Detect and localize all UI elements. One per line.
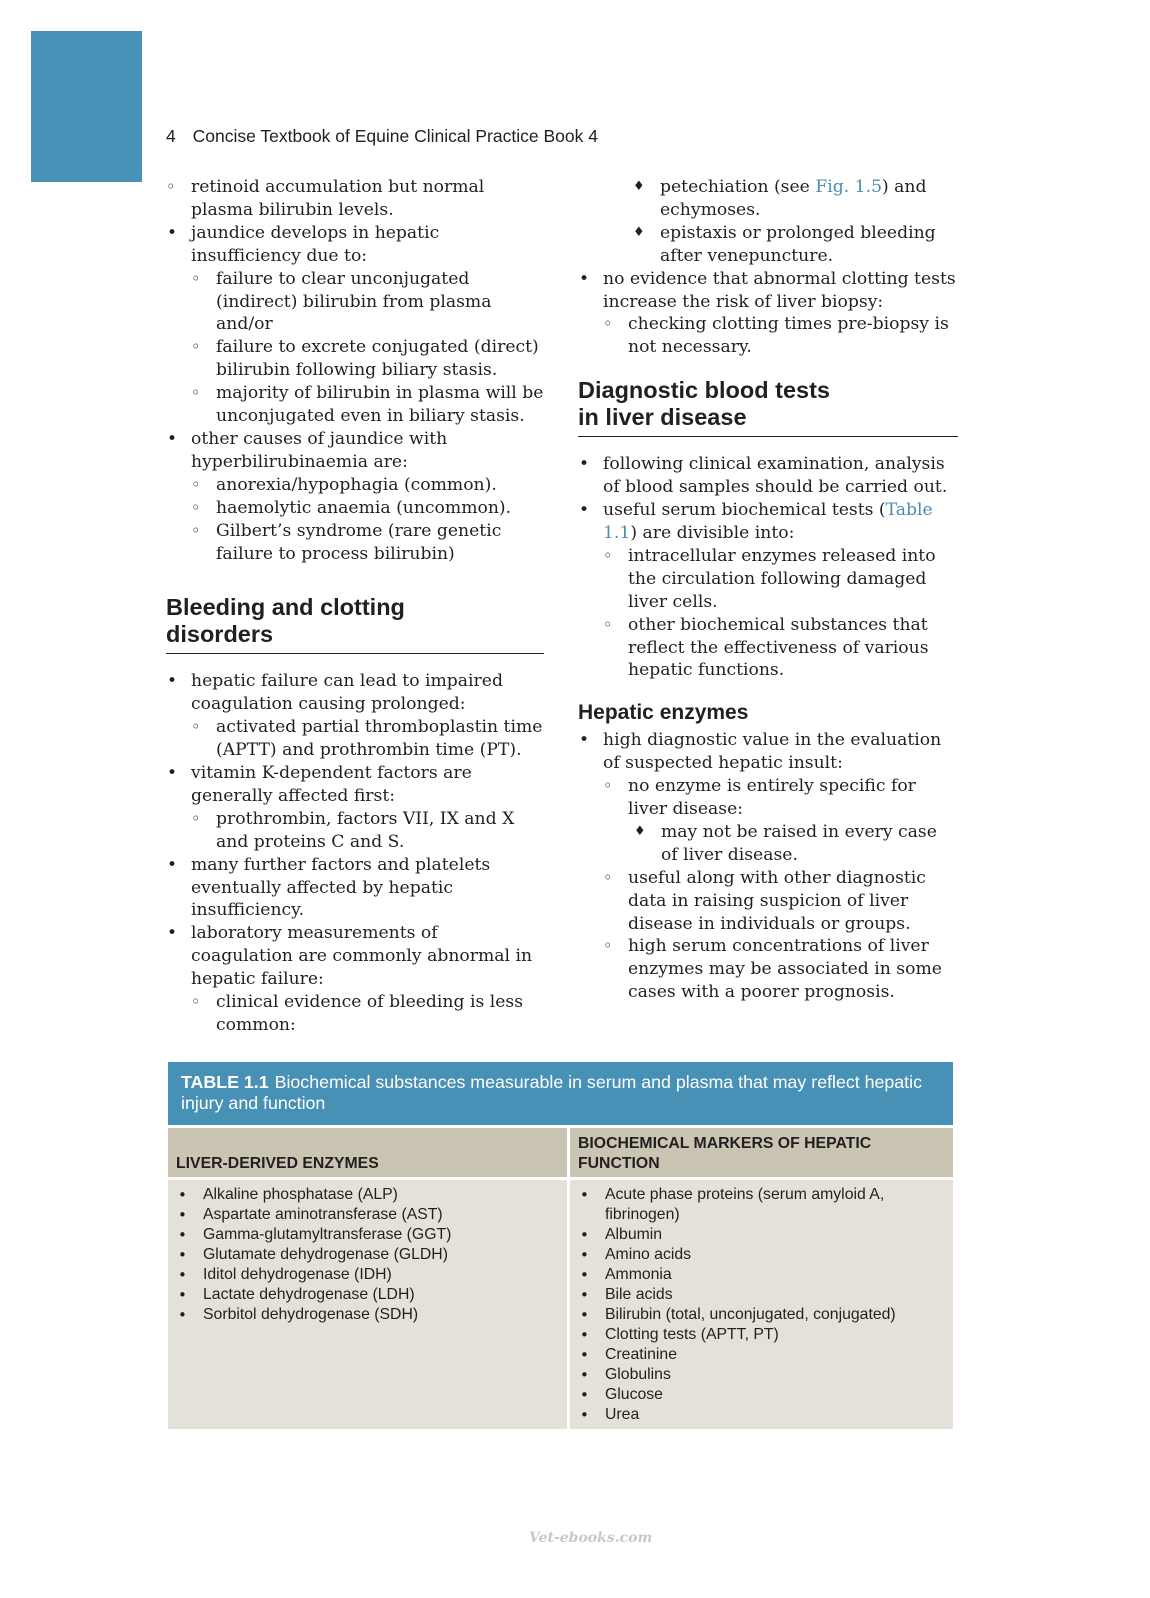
list-item: ♦ may not be raised in every case of liver disease.	[632, 821, 958, 867]
left-column	[166, 176, 544, 1037]
list-item: ◦ haemolytic anaemia (uncommon).	[191, 497, 544, 520]
list-item: • many further factors and platelets eventually affected by hepatic insufficiency.	[166, 854, 544, 923]
table-row: • Ammonia	[578, 1265, 945, 1285]
list-item: • laboratory measurements of coagulation are commonly abnormal in hepatic failure: ◦ clinical evidence of bleeding is less common:	[166, 922, 544, 1037]
page-number: 4	[166, 126, 176, 146]
table-row: • Lactate dehydrogenase (LDH)	[176, 1285, 559, 1305]
running-header	[166, 126, 598, 147]
table-row: • Aspartate aminotransferase (AST)	[176, 1205, 559, 1225]
bleeding-list	[166, 670, 544, 1037]
diagnostic-list	[578, 453, 958, 682]
list-item: ◦ clinical evidence of bleeding is less common:	[191, 991, 544, 1037]
table-body-markers	[570, 1180, 953, 1429]
list-item: ◦ retinoid accumulation but normal plasma bilirubin levels.	[166, 176, 544, 222]
table-row: • Gamma-glutamyltransferase (GGT)	[176, 1225, 559, 1245]
table-column-enzymes	[168, 1128, 567, 1429]
list-item: ◦ intracellular enzymes released into the circulation following damaged liver cells.	[603, 545, 958, 614]
table-row: • Amino acids	[578, 1245, 945, 1265]
list-item: ◦ high serum concentrations of liver enzymes may be associated in some cases with a poorer prognosis.	[603, 935, 958, 1004]
table-row: • Globulins	[578, 1365, 945, 1385]
list-item: ◦ Gilbert’s syndrome (rare genetic failure to process bilirubin)	[191, 520, 544, 566]
table-1-1	[168, 1062, 953, 1429]
list-item: ◦ activated partial thromboplastin time (APTT) and prothrombin time (PT).	[191, 716, 544, 762]
section-heading-diagnostic: Diagnostic blood tests in liver disease	[578, 377, 958, 437]
chapter-tab-block	[31, 31, 142, 182]
watermark-logo: Vet-ebooks.com	[529, 1530, 653, 1546]
biopsy-list	[578, 268, 958, 360]
list-item: ◦ other biochemical substances that reflect the effectiveness of various hepatic functions.	[603, 614, 958, 683]
list-item: • jaundice develops in hepatic insufficiency due to: ◦ failure to clear unconjugated (indirect) bilirubin from plasma and/or ◦ failure to excrete conjugated (direct) bilirubin following biliary stasis. ◦ majority of bilirubin in plasma will be unconjugated even in biliary stasis.	[166, 222, 544, 428]
list-item: • other causes of jaundice with hyperbilirubinaemia are: ◦ anorexia/hypophagia (common). ◦ haemolytic anaemia (uncommon). ◦ Gilbert’s syndrome (rare genetic failure to process bilirubin)	[166, 428, 544, 565]
table-row: • Iditol dehydrogenase (IDH)	[176, 1265, 559, 1285]
list-item: ◦ failure to clear unconjugated (indirect) bilirubin from plasma and/or	[191, 268, 544, 337]
intro-continued-list	[166, 176, 544, 222]
table-row: • Acute phase proteins (serum amyloid A, fibrinogen)	[578, 1185, 945, 1225]
table-caption	[168, 1062, 953, 1125]
table-row: • Bile acids	[578, 1285, 945, 1305]
enzymes-list	[578, 729, 958, 1004]
table-row: • Clotting tests (APTT, PT)	[578, 1325, 945, 1345]
table-label: TABLE 1.1	[181, 1072, 269, 1092]
list-item: • hepatic failure can lead to impaired coagulation causing prolonged: ◦ activated partial thromboplastin time (APTT) and prothrombin time (PT).	[166, 670, 544, 762]
list-item: ◦ checking clotting times pre-biopsy is not necessary.	[603, 313, 958, 359]
list-item: ♦ petechiation (see Fig. 1.5) and echymoses.	[631, 176, 958, 222]
table-link[interactable]: Table 1.1	[603, 500, 933, 543]
table-row: • Glutamate dehydrogenase (GLDH)	[176, 1245, 559, 1265]
list-item: ◦ majority of bilirubin in plasma will be unconjugated even in biliary stasis.	[191, 382, 544, 428]
list-item: • high diagnostic value in the evaluation of suspected hepatic insult: ◦ no enzyme is entirely specific for liver disease: ♦ may not be raised in every case of liver disease. ◦ useful along with other diagnostic data in raising suspicion of liver disease in individuals or groups. ◦ high serum concentrations of liver enzymes may be associated in some cases with a poorer prognosis.	[578, 729, 958, 1004]
table-row: • Creatinine	[578, 1345, 945, 1365]
section-heading-bleeding: Bleeding and clotting disorders	[166, 594, 544, 654]
bleeding-signs-list	[631, 176, 958, 268]
list-item: ◦ failure to excrete conjugated (direct) bilirubin following biliary stasis.	[191, 336, 544, 382]
list-item: ◦ anorexia/hypophagia (common).	[191, 474, 544, 497]
table-row: • Urea	[578, 1405, 945, 1425]
list-item: ◦ useful along with other diagnostic data in raising suspicion of liver disease in individuals or groups.	[603, 867, 958, 936]
list-item: • no evidence that abnormal clotting tests increase the risk of liver biopsy: ◦ checking clotting times pre-biopsy is not necessary.	[578, 268, 958, 360]
list-item: ◦ prothrombin, factors VII, IX and X and proteins C and S.	[191, 808, 544, 854]
table-row: • Sorbitol dehydrogenase (SDH)	[176, 1305, 559, 1325]
list-item: • useful serum biochemical tests (Table 1.1) are divisible into: ◦ intracellular enzymes released into the circulation following damaged liver cells. ◦ other biochemical substances that reflect the effectiveness of various hepatic functions.	[578, 499, 958, 682]
section-heading-hepatic-enzymes: Hepatic enzymes	[578, 701, 749, 725]
table-row: • Glucose	[578, 1385, 945, 1405]
figure-link[interactable]: Fig. 1.5	[815, 177, 882, 197]
list-item: ♦ epistaxis or prolonged bleeding after venepuncture.	[631, 222, 958, 268]
list-item: ◦ no enzyme is entirely specific for liver disease: ♦ may not be raised in every case of liver disease.	[603, 775, 958, 867]
list-item: • following clinical examination, analysis of blood samples should be carried out.	[578, 453, 958, 499]
table-row: • Albumin	[578, 1225, 945, 1245]
table-grid	[168, 1128, 953, 1429]
table-header-enzymes: LIVER-DERIVED ENZYMES	[168, 1128, 567, 1177]
table-header-markers: BIOCHEMICAL MARKERS OF HEPATIC FUNCTION	[570, 1128, 953, 1177]
right-column	[578, 176, 958, 1004]
book-title: Concise Textbook of Equine Clinical Practice Book 4	[192, 126, 598, 146]
table-row: • Alkaline phosphatase (ALP)	[176, 1185, 559, 1205]
table-caption-text: Biochemical substances measurable in serum and plasma that may reflect hepatic injury and function	[181, 1072, 922, 1113]
list-item: • vitamin K-dependent factors are generally affected first: ◦ prothrombin, factors VII, IX and X and proteins C and S.	[166, 762, 544, 854]
table-column-markers	[570, 1128, 953, 1429]
table-body-enzymes	[168, 1180, 567, 1429]
jaundice-list	[166, 222, 544, 566]
table-row: • Bilirubin (total, unconjugated, conjugated)	[578, 1305, 945, 1325]
